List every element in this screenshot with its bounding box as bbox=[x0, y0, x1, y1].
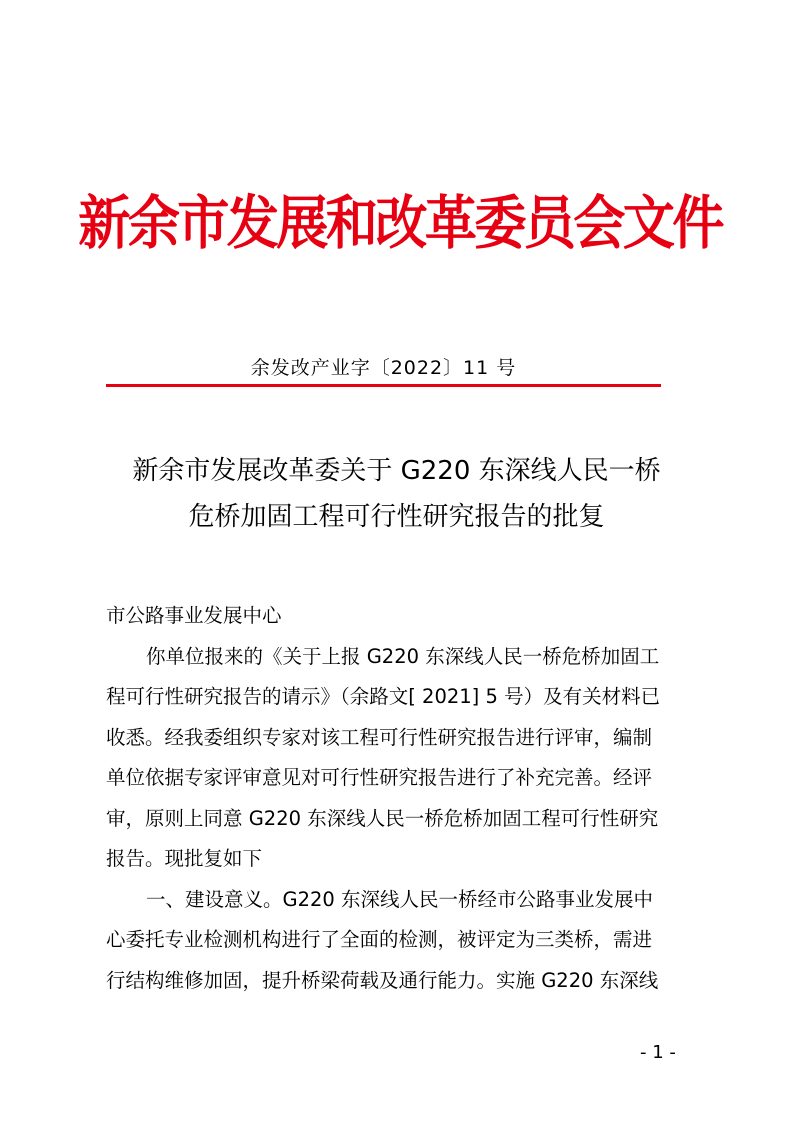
body-line: 报告。现批复如下 bbox=[106, 847, 263, 870]
document-number: 余发改产业字〔2022〕11 号 bbox=[250, 357, 517, 379]
body-line: 审，原则上同意 G220 东深线人民一桥危桥加固工程可行性研究 bbox=[106, 806, 659, 830]
body-line: 收悉。经我委组织专家对该工程可行性研究报告进行评审，编制 bbox=[106, 725, 653, 749]
body-line: 一、建设意义。G220 东深线人民一桥经市公路事业发展中 bbox=[146, 887, 654, 911]
page-number: - 1 - bbox=[640, 1042, 676, 1063]
title-line-2: 危桥加固工程可行性研究报告的批复 bbox=[188, 502, 605, 532]
title-line-1: 新余市发展改革委关于 G220 东深线人民一桥 bbox=[132, 456, 661, 486]
document-body bbox=[106, 596, 706, 1001]
body-line: 你单位报来的《关于上报 G220 东深线人民一桥危桥加固工 bbox=[146, 644, 660, 668]
body-line: 程可行性研究报告的请示》（余路文[ 2021] 5 号）及有关材料已 bbox=[106, 685, 661, 708]
red-divider-line bbox=[106, 384, 661, 387]
body-line: 单位依据专家评审意见对可行性研究报告进行了补充完善。经评 bbox=[106, 766, 653, 789]
document-title bbox=[80, 448, 713, 540]
recipient: 市公路事业发展中心 bbox=[106, 604, 282, 627]
issuer-masthead: 新余市发展和改革委员会文件 bbox=[78, 189, 722, 257]
body-line: 行结构维修加固，提升桥梁荷载及通行能力。实施 G220 东深线 bbox=[106, 968, 659, 992]
body-line: 心委托专业检测机构进行了全面的检测，被评定为三类桥，需进 bbox=[106, 928, 653, 951]
